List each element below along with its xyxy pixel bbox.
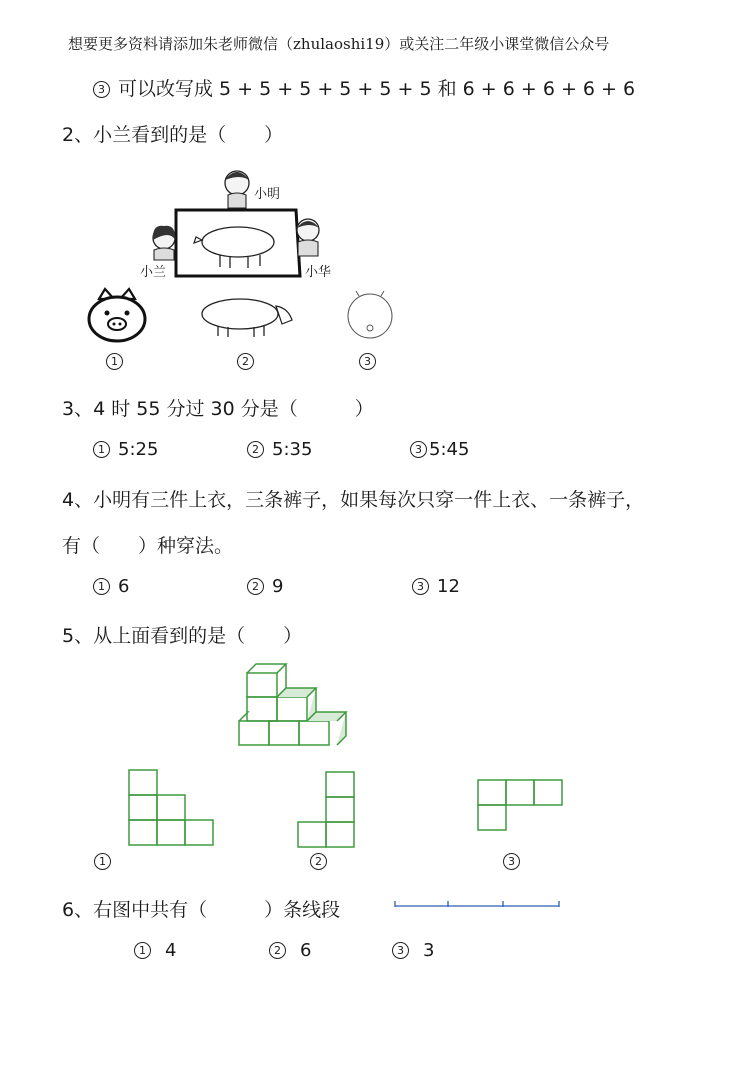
option-number: 2 [247, 441, 264, 458]
option-number: 2 [310, 853, 327, 870]
q4-line-2: 有（ ）种穿法。 [62, 535, 234, 557]
q6-option-1[interactable] [134, 940, 176, 961]
q2-option-2[interactable] [237, 352, 262, 371]
option-number: 3 [410, 441, 427, 458]
option-number: 1 [134, 942, 151, 959]
option-number: 3 [412, 578, 429, 595]
q5-title: 5、从上面看到的是（ ） [62, 625, 303, 647]
kid-left-icon [153, 226, 175, 260]
q5-option-2[interactable] [310, 852, 335, 871]
q5-grid-option-1 [129, 770, 219, 848]
option-text: 9 [272, 576, 284, 597]
q2-option-3[interactable] [359, 352, 384, 371]
option-number: 3 [359, 353, 376, 370]
q5-grid-option-2 [298, 772, 360, 850]
option-number: 3 [392, 942, 409, 959]
kid-right-icon [297, 219, 319, 256]
option-text: 3 [423, 940, 435, 961]
name-xiaolan: 小兰 [140, 265, 167, 280]
cube-stack-icon [236, 660, 356, 752]
page-header: 想要更多资料请添加朱老师微信（zhulaoshi19）或关注二年级小课堂微信公众号 [68, 35, 610, 53]
q5-option-3[interactable] [503, 852, 528, 871]
q4-option-3[interactable] [412, 576, 460, 597]
q6-option-2[interactable] [269, 940, 311, 961]
q2-option-1[interactable] [106, 352, 131, 371]
q4-option-2[interactable] [247, 576, 283, 597]
line-segment-figure [393, 899, 563, 913]
pig-front-icon [85, 287, 150, 345]
option-number: 2 [237, 353, 254, 370]
q5-option-1[interactable] [94, 852, 119, 871]
q4-option-1[interactable] [93, 576, 129, 597]
option-number: 2 [269, 942, 286, 959]
option-text: 6 [118, 576, 130, 597]
option-text: 5:25 [118, 439, 159, 460]
q3-option-3[interactable] [410, 439, 469, 460]
name-xiaoming: 小明 [254, 187, 281, 202]
q3-title: 3、4 时 55 分过 30 分是（ ） [62, 398, 374, 420]
q5-grid-option-3 [478, 780, 568, 834]
option-text: 5:35 [272, 439, 313, 460]
q1-option-3 [93, 74, 635, 101]
option-number: 2 [247, 578, 264, 595]
pig-side-icon [198, 294, 298, 339]
option-number: 3 [503, 853, 520, 870]
q6-option-3[interactable] [392, 940, 434, 961]
pig-back-icon [343, 290, 398, 342]
q3-option-1[interactable] [93, 439, 158, 460]
q6-title: 6、右图中共有（ ）条线段 [62, 899, 341, 921]
q1-option-text: 可以改写成 5 + 5 + 5 + 5 + 5 + 5 和 6 + 6 + 6 + 6 + 6 [118, 78, 636, 100]
option-text: 6 [300, 940, 312, 961]
q4-line-1: 4、小明有三件上衣，三条裤子，如果每次只穿一件上衣、一条裤子， [62, 489, 645, 511]
option-number: 1 [93, 578, 110, 595]
option-text: 12 [437, 576, 460, 597]
option-text: 4 [165, 940, 177, 961]
option-number: 3 [93, 81, 110, 98]
kid-top-icon [225, 171, 249, 208]
option-text: 5:45 [429, 439, 470, 460]
q2-title: 2、小兰看到的是（ ） [62, 124, 284, 146]
option-number: 1 [106, 353, 123, 370]
name-xiaohua: 小华 [305, 265, 332, 280]
q3-option-2[interactable] [247, 439, 312, 460]
option-number: 1 [94, 853, 111, 870]
option-number: 1 [93, 441, 110, 458]
